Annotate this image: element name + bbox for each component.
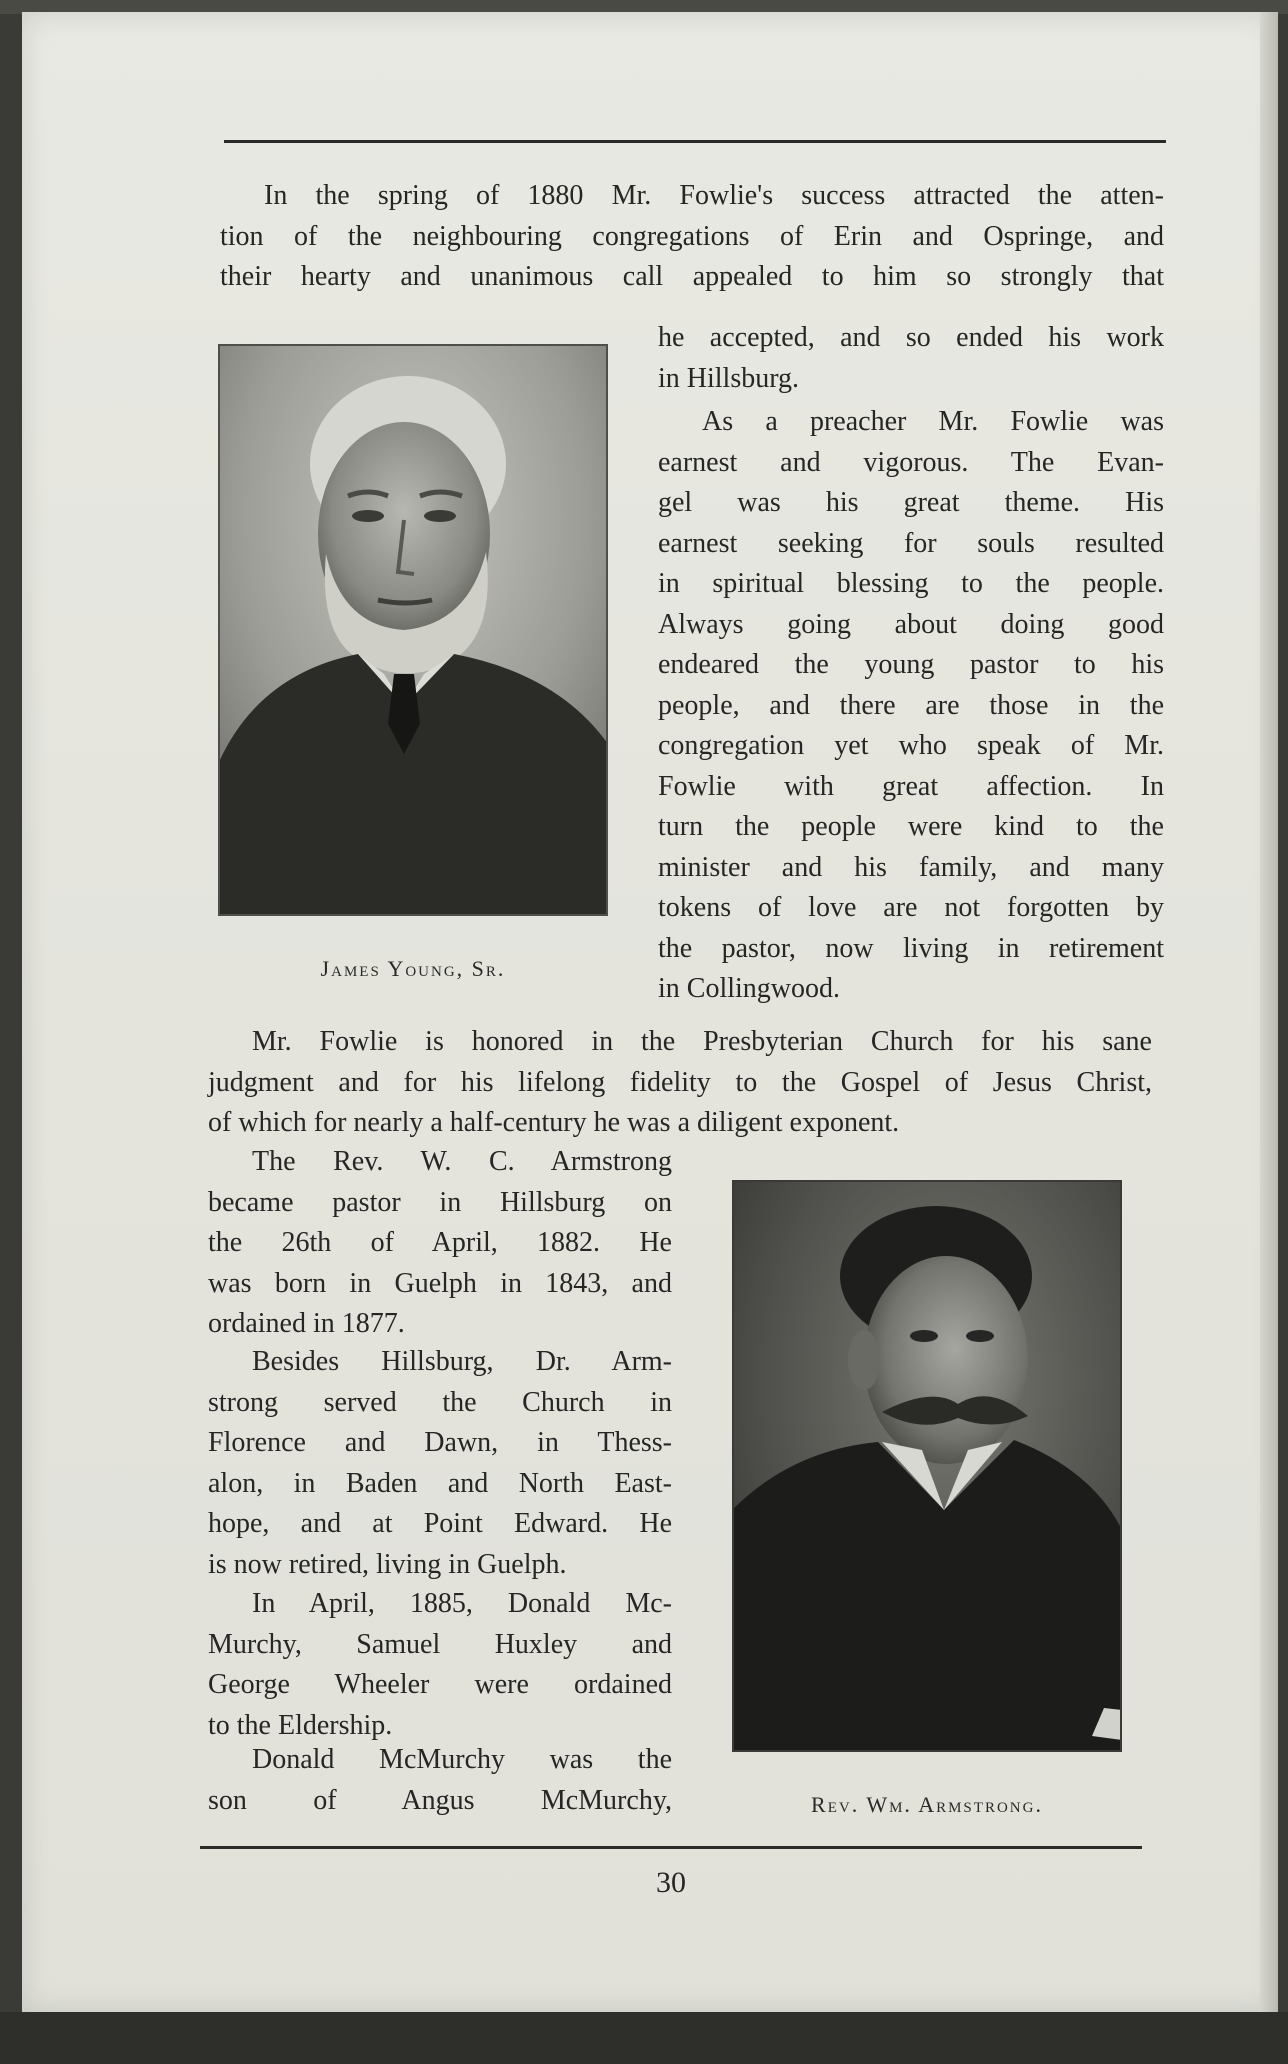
text-line: earnest and vigorous. The Evan-	[658, 446, 1164, 478]
photo-caption-wm-armstrong: Rev. Wm. Armstrong.	[811, 1792, 1043, 1817]
top-rule	[224, 140, 1166, 143]
page-edge-shadow	[1260, 12, 1278, 2012]
text-line: Always going about doing good	[658, 608, 1164, 640]
text-line: the 26th of April, 1882. He	[208, 1227, 672, 1258]
text-line: judgment and for his lifelong fidelity to the Gospel of Jesus Christ,	[208, 1066, 1152, 1098]
portrait-image	[218, 344, 608, 916]
text-line: Murchy, Samuel Huxley and	[208, 1628, 672, 1660]
text-line: Florence and Dawn, in Thess-	[208, 1427, 672, 1458]
photo-caption-james-young: James Young, Sr.	[320, 956, 506, 981]
text-line: As a preacher Mr. Fowlie was	[702, 406, 1164, 437]
bottom-rule	[200, 1846, 1142, 1849]
text-line: in Collingwood.	[658, 973, 841, 1004]
scan-border-bottom	[0, 2012, 1288, 2064]
portrait-photo-james-young	[218, 344, 608, 916]
portrait-image	[732, 1180, 1122, 1752]
text-line: to the Eldership.	[208, 1709, 393, 1741]
text-line: son of Angus McMurchy,	[208, 1784, 672, 1816]
text-line: earnest seeking for souls resulted	[658, 527, 1164, 559]
text-line: tion of the neighbouring congregations of Erin and Ospringe, and	[220, 220, 1164, 252]
text-line: minister and his family, and many	[658, 851, 1164, 883]
text-line: In the spring of 1880 Mr. Fowlie's success attracted the atten-	[264, 180, 1164, 211]
text-line: gel was his great theme. His	[658, 487, 1164, 518]
text-line: people, and there are those in the	[658, 689, 1164, 721]
text-line: became pastor in Hillsburg on	[208, 1186, 672, 1218]
text-line: alon, in Baden and North East-	[208, 1467, 672, 1499]
text-line: he accepted, and so ended his work	[658, 322, 1164, 353]
text-line: endeared the young pastor to his	[658, 649, 1164, 680]
text-line: of which for nearly a half-century he was a diligent exponent.	[208, 1107, 900, 1138]
text-line: hope, and at Point Edward. He	[208, 1508, 672, 1539]
opening-paragraph-continued	[658, 318, 1164, 399]
armstrong-paragraph	[208, 1142, 672, 1345]
text-line: turn the people were kind to the	[658, 811, 1164, 842]
text-line: in spiritual blessing to the people.	[658, 568, 1164, 599]
text-line: the pastor, now living in retirement	[658, 932, 1164, 964]
honored-paragraph	[208, 1022, 1152, 1144]
text-line: tokens of love are not forgotten by	[658, 892, 1164, 923]
text-line: Mr. Fowlie is honored in the Presbyterian Church for his sane	[252, 1026, 1152, 1057]
mcmurchy-paragraph	[208, 1740, 672, 1821]
text-line: their hearty and unanimous call appealed to him so strongly that	[220, 261, 1164, 292]
text-line: The Rev. W. C. Armstrong	[252, 1146, 672, 1177]
text-line: Fowlie with great affection. In	[658, 770, 1164, 802]
page-number: 30	[656, 1866, 686, 1899]
text-line: ordained in 1877.	[208, 1308, 405, 1339]
text-line: George Wheeler were ordained	[208, 1669, 672, 1700]
text-line: In April, 1885, Donald Mc-	[252, 1588, 672, 1619]
text-line: was born in Guelph in 1843, and	[208, 1267, 672, 1299]
text-line: strong served the Church in	[208, 1386, 672, 1418]
besides-paragraph	[208, 1342, 672, 1585]
text-line: Besides Hillsburg, Dr. Arm-	[252, 1346, 672, 1377]
text-line: Donald McMurchy was the	[252, 1744, 672, 1775]
portrait-photo-wm-armstrong	[732, 1180, 1122, 1752]
text-line: is now retired, living in Guelph.	[208, 1548, 567, 1580]
preacher-paragraph	[658, 402, 1164, 1010]
opening-paragraph	[220, 176, 1164, 298]
book-page	[22, 12, 1278, 2012]
elders-paragraph	[208, 1584, 672, 1746]
text-line: congregation yet who speak of Mr.	[658, 730, 1164, 761]
text-line: in Hillsburg.	[658, 362, 800, 394]
